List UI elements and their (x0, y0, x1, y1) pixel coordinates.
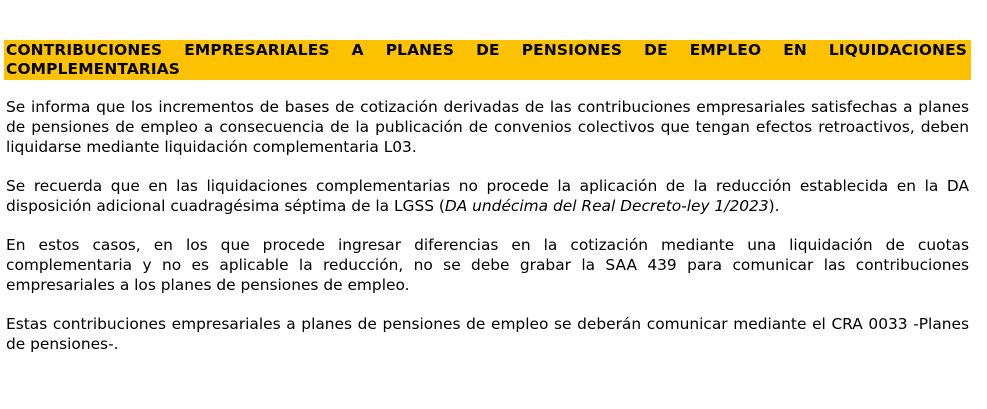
legal-reference: DA undécima del Real Decreto-ley 1/2023 (444, 197, 769, 215)
paragraph-cra-0033: Estas contribuciones empresariales a planes de pensiones de empleo se deberán comunicar mediante el CRA 0033 -Planes de pensiones-. (6, 315, 969, 353)
document-body (4, 40, 971, 354)
paragraph-reduccion-text: Se recuerda que en las liquidaciones complementarias no procede la aplicación de la reducción establecida en la DA disposición adicional cuadragésima séptima de la LGSS ( (6, 177, 969, 215)
section-heading: CONTRIBUCIONES EMPRESARIALES A PLANES DE PENSIONES DE EMPLEO EN LIQUIDACIONES COMPLEMENTARIAS (4, 40, 971, 80)
paragraph-saa-439: En estos casos, en los que procede ingresar diferencias en la cotización mediante una liquidación de cuotas complementaria y no es aplicable la reducción, no se debe grabar la SAA 439 para comunicar las contribuciones empresariales a los planes de pensiones de empleo. (6, 236, 969, 294)
paragraph-reduccion (4, 176, 971, 216)
paragraph-liquidacion-l03: Se informa que los incrementos de bases de cotización derivadas de las contribuciones empresariales satisfechas a planes de pensiones de empleo a consecuencia de la publicación de convenios colectivos que tengan efectos retroactivos, deben liquidarse mediante liquidación complementaria L03. (6, 98, 969, 156)
paragraph-reduccion-end: ). (768, 197, 780, 215)
